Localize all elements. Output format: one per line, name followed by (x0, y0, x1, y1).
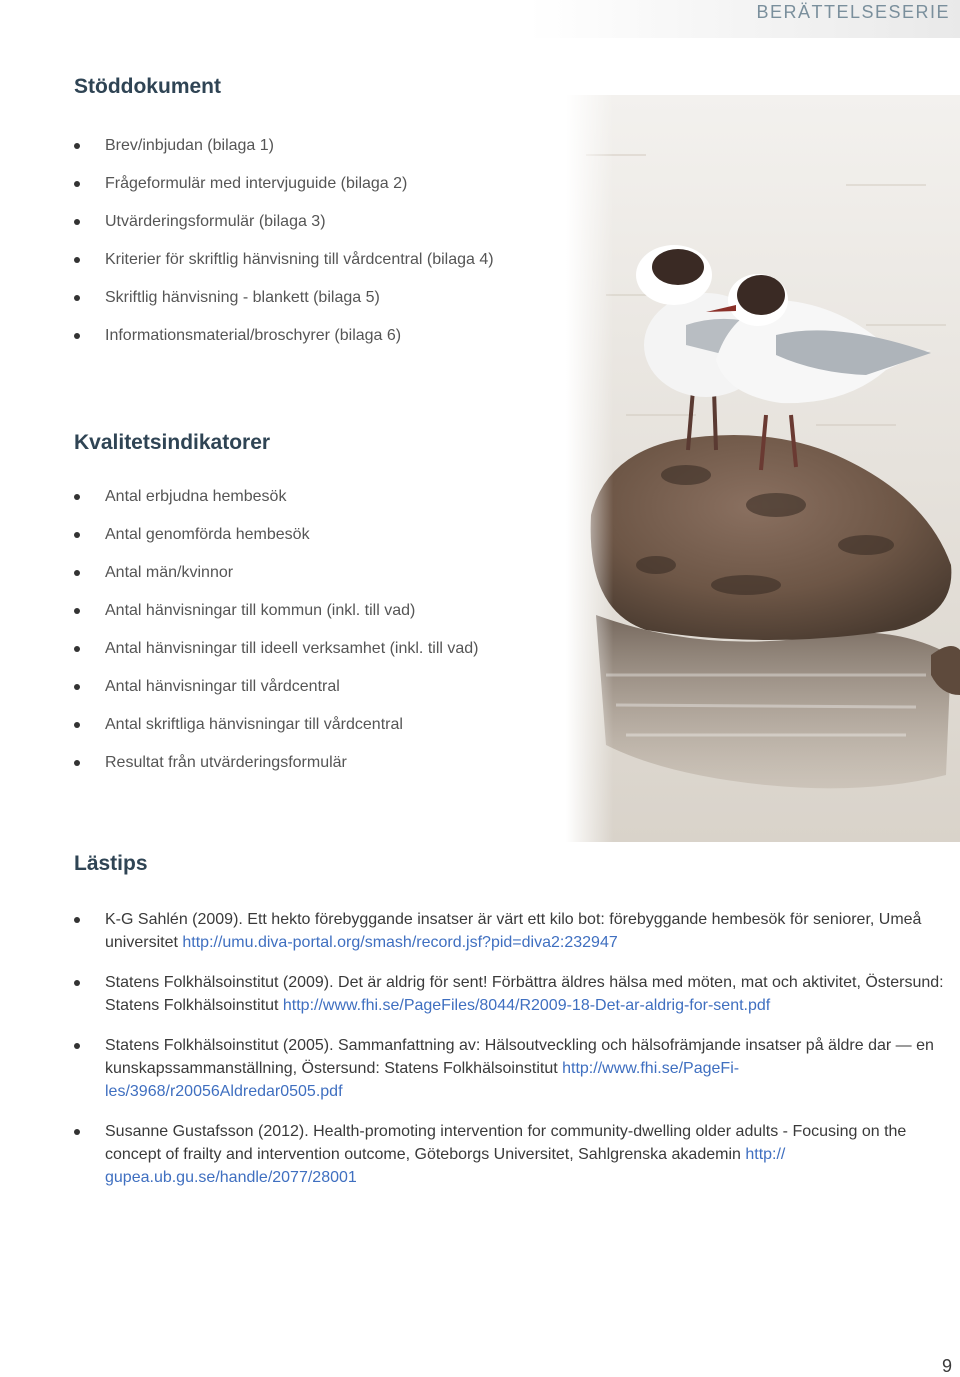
reference-link[interactable]: http://www.fhi.se/PageFiles/8044/R2009-18-Det-ar-aldrig-for-sent.pdf (282, 997, 771, 1014)
list-item: Antal hänvisningar till vårdcentral (74, 676, 479, 714)
list-item: Skriftlig hänvisning - blankett (bilaga 5) (74, 287, 494, 325)
reference-text: K-G Sahlén (2009). Ett hekto förebyggande insatser är värt ett kilo bot: förebyggande hembesök för seniorer, Umeå universitet (105, 911, 922, 951)
stoddokument-list (74, 135, 494, 363)
reference-text: Statens Folkhälsoinstitut (2009). Det är aldrig för sent! Förbättra äldres hälsa med möten, mat och aktivitet, Östersund: Statens Folkhälsoinstitut (105, 974, 944, 1014)
reference-item (74, 1034, 960, 1103)
reference-text: Susanne Gustafsson (2012). Health-promoting intervention for community-dwelling older adults - Focusing on the concept of frailty and intervention outcome, Göteborgs Universitet, Sahlgrenska akademin (105, 1123, 907, 1163)
kvalitet-list (74, 486, 479, 790)
reference-item (74, 908, 960, 954)
list-item: Antal hänvisningar till kommun (inkl. till vad) (74, 600, 479, 638)
gulls-on-rock-photo (566, 95, 960, 842)
list-item: Antal män/kvinnor (74, 562, 479, 600)
reference-text: Statens Folkhälsoinstitut (2005). Sammanfattning av: Hälsoutveckling och hälsofrämjande insatser på äldre dar — en kunskapssammanställning, Östersund: Statens Folkhälsoinstitut (105, 1037, 934, 1077)
series-label: BERÄTTELSESERIE (756, 2, 950, 22)
reference-item (74, 971, 960, 1017)
reference-link[interactable]: http://umu.diva-portal.org/smash/record.jsf?pid=diva2:232947 (182, 934, 618, 951)
list-item: Utvärderingsformulär (bilaga 3) (74, 211, 494, 249)
list-item: Resultat från utvärderingsformulär (74, 752, 479, 790)
list-item: Antal genomförda hembesök (74, 524, 479, 562)
list-item: Kriterier för skriftlig hänvisning till vårdcentral (bilaga 4) (74, 249, 494, 287)
list-item: Brev/inbjudan (bilaga 1) (74, 135, 494, 173)
reference-item (74, 1120, 960, 1189)
section-title-kvalitetsindikatorer: Kvalitetsindikatorer (74, 431, 271, 454)
list-item: Antal erbjudna hembesök (74, 486, 479, 524)
list-item: Antal hänvisningar till ideell verksamhet (inkl. till vad) (74, 638, 479, 676)
references-list (74, 908, 960, 1206)
list-item: Frågeformulär med intervjuguide (bilaga 2) (74, 173, 494, 211)
section-title-lastips: Lästips (74, 852, 148, 875)
reference-link[interactable]: http://www.fhi.se/PageFi-les/3968/r20056Aldredar0505.pdf (105, 1060, 740, 1100)
list-item: Informationsmaterial/broschyrer (bilaga 6) (74, 325, 494, 363)
reference-link[interactable]: http:// gupea.ub.gu.se/handle/2077/28001 (105, 1146, 786, 1186)
list-item: Antal skriftliga hänvisningar till vårdcentral (74, 714, 479, 752)
section-title-stoddokument: Stöddokument (74, 75, 221, 98)
page-number: 9 (941, 1356, 952, 1376)
